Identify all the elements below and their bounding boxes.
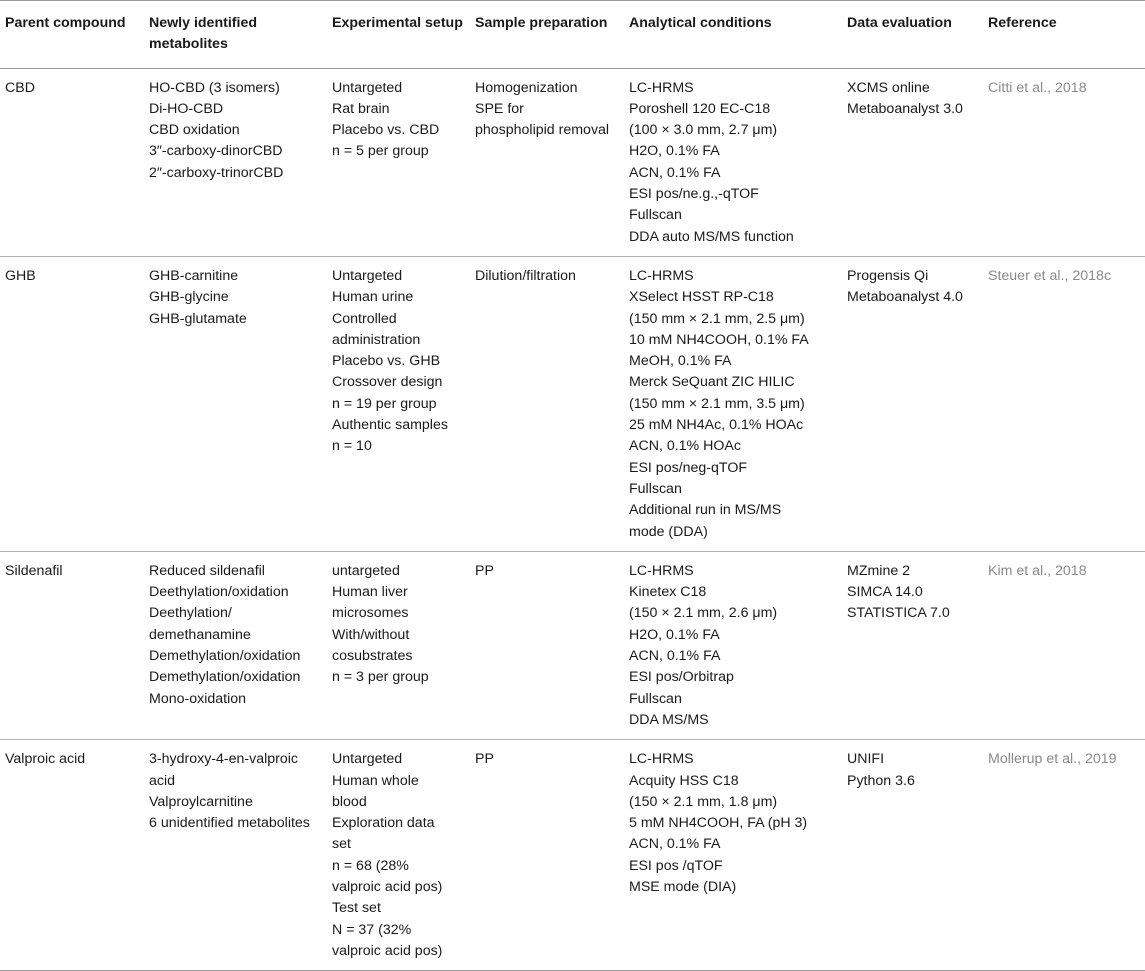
- cell-line: GHB-glycine: [149, 289, 229, 306]
- header-row: [0, 1, 1145, 69]
- table-row: [0, 551, 1145, 739]
- cell-line: N = 37 (32%: [332, 921, 412, 938]
- header-analytical-conditions: Analytical conditions: [625, 1, 843, 69]
- cell-line: Homogenization: [475, 79, 578, 96]
- header-metabolites: Newly identified metabolites: [145, 1, 328, 69]
- cell-line: Crossover design: [332, 374, 443, 391]
- cell-line: ESI pos/ne.g.,-qTOF: [629, 186, 759, 203]
- cell-line: Untargeted: [332, 79, 403, 96]
- cell-line: Human urine: [332, 289, 414, 306]
- cell-line: Deethylation/oxidation: [149, 584, 289, 601]
- cell-line: Authentic samples: [332, 417, 448, 434]
- cell-line: SPE for: [475, 100, 524, 117]
- reference-cell: [984, 256, 1145, 551]
- cell-line: phospholipid removal: [475, 122, 610, 139]
- cell-line: untargeted: [332, 562, 400, 579]
- cell-line: Controlled: [332, 310, 397, 327]
- analytical-conditions-cell: [625, 256, 843, 551]
- cell-line: LC-HRMS: [629, 751, 694, 768]
- cell-line: H2O, 0.1% FA: [629, 626, 720, 643]
- cell-line: Rat brain: [332, 100, 390, 117]
- reference-cell: [984, 551, 1145, 739]
- reference-link[interactable]: Citti et al., 2018: [988, 79, 1087, 96]
- cell-line: n = 68 (28%: [332, 857, 409, 874]
- cell-line: Kinetex C18: [629, 584, 707, 601]
- cell-line: (150 × 2.1 mm, 2.6 μm): [629, 605, 778, 622]
- cell-line: Poroshell 120 EC-C18: [629, 100, 771, 117]
- cell-line: ESI pos/Orbitrap: [629, 669, 734, 686]
- analytical-conditions-cell: [625, 740, 843, 971]
- cell-line: demethanamine: [149, 626, 251, 643]
- cell-line: Untargeted: [332, 751, 403, 768]
- cell-line: Placebo vs. GHB: [332, 353, 441, 370]
- cell-line: Metaboanalyst 3.0: [847, 100, 963, 117]
- cell-line: Progensis Qi: [847, 267, 929, 284]
- cell-line: DDA MS/MS: [629, 711, 709, 728]
- sample-preparation-cell: [471, 740, 625, 971]
- cell-line: ESI pos /qTOF: [629, 857, 723, 874]
- cell-line: Valproylcarnitine: [149, 793, 253, 810]
- header-experimental-setup: Experimental setup: [328, 1, 471, 69]
- metabolites-cell: [145, 68, 328, 256]
- cell-line: HO-CBD (3 isomers): [149, 79, 280, 96]
- cell-line: XSelect HSST RP-C18: [629, 289, 774, 306]
- sample-preparation-cell: [471, 68, 625, 256]
- cell-line: ACN, 0.1% FA: [629, 648, 721, 665]
- cell-line: MZmine 2: [847, 562, 911, 579]
- sample-preparation-cell: [471, 551, 625, 739]
- cell-line: Human whole: [332, 772, 419, 789]
- cell-line: Fullscan: [629, 690, 682, 707]
- cell-line: H2O, 0.1% FA: [629, 143, 720, 160]
- cell-line: Placebo vs. CBD: [332, 122, 440, 139]
- cell-line: 3″-carboxy-dinorCBD: [149, 143, 283, 160]
- cell-line: Fullscan: [629, 207, 682, 224]
- cell-line: ACN, 0.1% FA: [629, 836, 721, 853]
- sample-preparation-cell: [471, 256, 625, 551]
- cell-line: 25 mM NH4Ac, 0.1% HOAc: [629, 417, 804, 434]
- cell-line: Merck SeQuant ZIC HILIC: [629, 374, 795, 391]
- header-parent-compound: Parent compound: [0, 1, 145, 69]
- cell-line: Deethylation/: [149, 605, 232, 622]
- cell-line: Acquity HSS C18: [629, 772, 739, 789]
- metabolites-cell: [145, 551, 328, 739]
- cell-line: cosubstrates: [332, 648, 413, 665]
- cell-line: 6 unidentified metabolites: [149, 815, 310, 832]
- experimental-setup-cell: [328, 740, 471, 971]
- parent-compound-cell: [0, 256, 145, 551]
- cell-line: n = 3 per group: [332, 669, 429, 686]
- cell-line: valproic acid pos): [332, 878, 443, 895]
- data-evaluation-cell: [843, 740, 984, 971]
- cell-line: Reduced sildenafil: [149, 562, 265, 579]
- metabolites-cell: [145, 256, 328, 551]
- cell-line: GHB: [5, 267, 36, 284]
- cell-line: Di-HO-CBD: [149, 100, 224, 117]
- header-data-evaluation: Data evaluation: [843, 1, 984, 69]
- cell-line: CBD: [5, 79, 35, 96]
- cell-line: mode (DDA): [629, 523, 708, 540]
- table-row: [0, 68, 1145, 256]
- cell-line: Fullscan: [629, 480, 682, 497]
- header-reference: Reference: [984, 1, 1145, 69]
- cell-line: UNIFI: [847, 751, 885, 768]
- cell-line: Metaboanalyst 4.0: [847, 289, 963, 306]
- cell-line: MeOH, 0.1% FA: [629, 353, 732, 370]
- cell-line: set: [332, 836, 351, 853]
- cell-line: CBD oxidation: [149, 122, 240, 139]
- cell-line: administration: [332, 331, 421, 348]
- cell-line: n = 5 per group: [332, 143, 429, 160]
- cell-line: STATISTICA 7.0: [847, 605, 950, 622]
- cell-line: LC-HRMS: [629, 267, 694, 284]
- header-sample-preparation: Sample preparation: [471, 1, 625, 69]
- cell-line: n = 10: [332, 438, 372, 455]
- cell-line: Sildenafil: [5, 562, 63, 579]
- reference-link[interactable]: Steuer et al., 2018c: [988, 267, 1112, 284]
- cell-line: With/without: [332, 626, 410, 643]
- cell-line: SIMCA 14.0: [847, 584, 923, 601]
- cell-line: Additional run in MS/MS: [629, 502, 782, 519]
- cell-line: (150 × 2.1 mm, 1.8 μm): [629, 793, 778, 810]
- cell-line: LC-HRMS: [629, 562, 694, 579]
- experimental-setup-cell: [328, 551, 471, 739]
- cell-line: GHB-carnitine: [149, 267, 239, 284]
- cell-line: MSE mode (DIA): [629, 878, 737, 895]
- cell-line: ACN, 0.1% FA: [629, 164, 721, 181]
- analytical-conditions-cell: [625, 551, 843, 739]
- metabolites-cell: [145, 740, 328, 971]
- table-row: [0, 256, 1145, 551]
- cell-line: ACN, 0.1% HOAc: [629, 438, 741, 455]
- data-evaluation-cell: [843, 68, 984, 256]
- cell-line: Exploration data: [332, 815, 435, 832]
- cell-line: Python 3.6: [847, 772, 915, 789]
- cell-line: Dilution/filtration: [475, 267, 576, 284]
- cell-line: acid: [149, 772, 176, 789]
- parent-compound-cell: [0, 68, 145, 256]
- cell-line: Human liver: [332, 584, 408, 601]
- cell-line: (100 × 3.0 mm, 2.7 μm): [629, 122, 778, 139]
- cell-line: (150 mm × 2.1 mm, 3.5 μm): [629, 395, 805, 412]
- cell-line: Demethylation/oxidation: [149, 648, 301, 665]
- parent-compound-cell: [0, 740, 145, 971]
- cell-line: PP: [475, 562, 494, 579]
- cell-line: Untargeted: [332, 267, 403, 284]
- cell-line: 10 mM NH4COOH, 0.1% FA: [629, 331, 809, 348]
- reference-cell: [984, 740, 1145, 971]
- reference-link[interactable]: Kim et al., 2018: [988, 562, 1087, 579]
- cell-line: GHB-glutamate: [149, 310, 247, 327]
- cell-line: Demethylation/oxidation: [149, 669, 301, 686]
- cell-line: Test set: [332, 900, 381, 917]
- reference-cell: [984, 68, 1145, 256]
- cell-line: microsomes: [332, 605, 409, 622]
- table-row: [0, 740, 1145, 971]
- cell-line: valproic acid pos): [332, 942, 443, 959]
- cell-line: 2″-carboxy-trinorCBD: [149, 164, 284, 181]
- cell-line: 5 mM NH4COOH, FA (pH 3): [629, 815, 808, 832]
- analytical-conditions-cell: [625, 68, 843, 256]
- data-evaluation-cell: [843, 256, 984, 551]
- experimental-setup-cell: [328, 256, 471, 551]
- cell-line: blood: [332, 793, 367, 810]
- data-evaluation-cell: [843, 551, 984, 739]
- cell-line: Valproic acid: [5, 751, 86, 768]
- reference-link[interactable]: Mollerup et al., 2019: [988, 751, 1117, 768]
- experimental-setup-cell: [328, 68, 471, 256]
- cell-line: LC-HRMS: [629, 79, 694, 96]
- cell-line: n = 19 per group: [332, 395, 437, 412]
- cell-line: 3-hydroxy-4-en-valproic: [149, 751, 299, 768]
- cell-line: PP: [475, 751, 494, 768]
- cell-line: (150 mm × 2.1 mm, 2.5 μm): [629, 310, 805, 327]
- parent-compound-cell: [0, 551, 145, 739]
- cell-line: Mono-oxidation: [149, 690, 247, 707]
- cell-line: DDA auto MS/MS function: [629, 228, 794, 245]
- cell-line: ESI pos/neg-qTOF: [629, 459, 748, 476]
- cell-line: XCMS online: [847, 79, 930, 96]
